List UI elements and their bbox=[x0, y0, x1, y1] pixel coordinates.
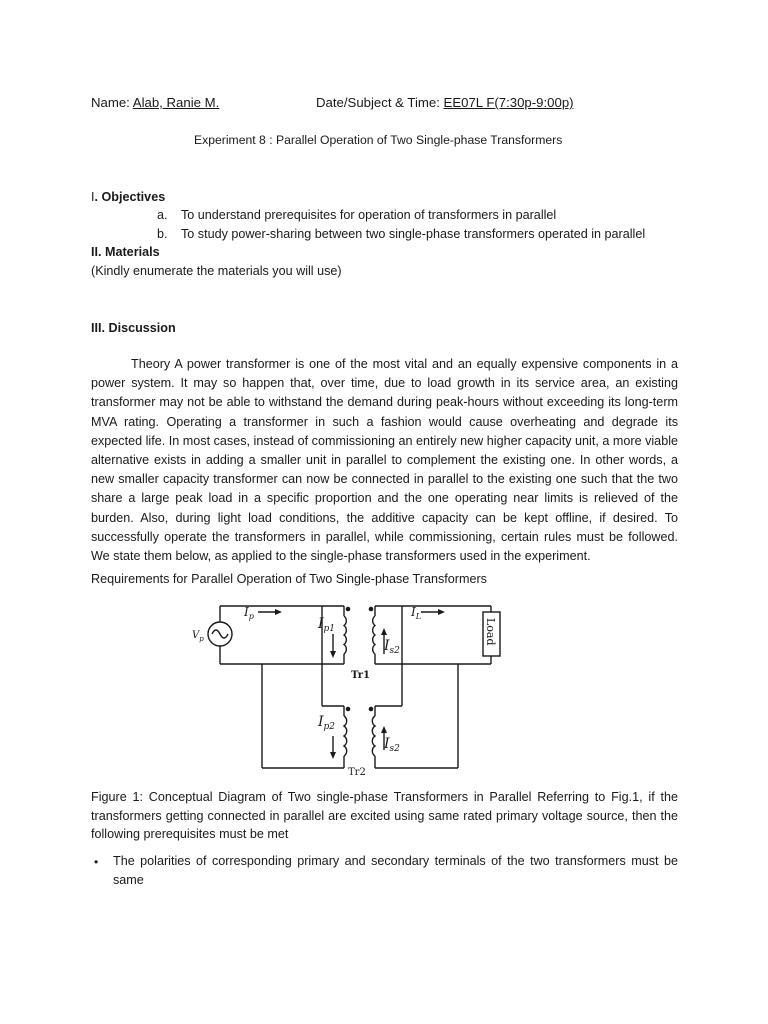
label-load: Load bbox=[484, 618, 497, 646]
name-label: Name: bbox=[91, 95, 133, 110]
label-is2-top: $I_{s2}$ bbox=[384, 638, 400, 656]
materials-heading: II. Materials bbox=[91, 245, 160, 259]
discussion-heading: III. Discussion bbox=[91, 321, 176, 335]
theory-paragraph: Theory A power transformer is one of the most vital and an equally expensive components in a power system. It may so happen that, over time, due to load growth in its service area, an existing transformer may not be able to withstand the demand during peak-hours without exceeding its long-term MVA rating. Operating a transformer in such a fashion would cause overheating and degrade its expected life. In most cases, instead of commissioning an entirely new higher capacity unit, a more viable alternative exists in adding a smaller unit in parallel to complement the existing one. In other words, a new smaller capacity transformer can now be connected in parallel to the existing one such that the two share a large peak load in a specific proportion and the one operating near limits is relieved of the burden. Also, during light load conditions, the additive capacity can be kept offline, if desired. To successfully operate the transformers in parallel, while commissioning, certain rules must be followed. We state them below, as applied to the single-phase transformers used in the experiment. bbox=[91, 357, 678, 564]
objectives-title: . Objectives bbox=[94, 190, 166, 204]
objectives-numeral: I bbox=[91, 190, 95, 204]
experiment-title: Experiment 8 : Parallel Operation of Two Single-phase Transformers bbox=[194, 133, 563, 147]
name-value: Alab, Ranie M. bbox=[132, 95, 220, 110]
label-ip: $I_p$ bbox=[244, 605, 254, 621]
circuit-svg bbox=[186, 598, 516, 783]
bullet-polarity: The polarities of corresponding primary and secondary terminals of the two transformers must be same bbox=[113, 854, 678, 887]
objective-marker-a: a. bbox=[157, 208, 168, 222]
objective-item-a: To understand prerequisites for operation of transformers in parallel bbox=[181, 208, 557, 222]
label-is2-bottom: $I_{s2}$ bbox=[384, 736, 400, 754]
materials-note: (Kindly enumerate the materials you will use) bbox=[91, 264, 342, 278]
objectives-heading bbox=[91, 190, 165, 204]
label-il: $I_L$ bbox=[411, 605, 422, 621]
name-line bbox=[91, 95, 219, 110]
objective-item-b: To study power-sharing between two single-phase transformers operated in parallel bbox=[181, 227, 646, 241]
subject-label: Date/Subject & Time: bbox=[316, 95, 444, 110]
bullet-marker: • bbox=[94, 855, 99, 869]
transformer-diagram bbox=[186, 598, 516, 783]
label-tr2: Tr2 bbox=[348, 767, 366, 778]
subject-value: EE07L F(7:30p-9:00p) bbox=[443, 95, 574, 110]
objective-marker-b: b. bbox=[157, 227, 168, 241]
label-ip1: $I_{p1}$ bbox=[318, 616, 336, 634]
label-vp: $V_p$ bbox=[192, 630, 204, 643]
subject-line bbox=[316, 95, 574, 110]
label-ip2: $I_{p2}$ bbox=[318, 714, 336, 732]
label-tr1: Tr1 bbox=[351, 670, 370, 681]
figure-caption: Figure 1: Conceptual Diagram of Two single-phase Transformers in Parallel Referring to Fig.1, if the transformers getting connected in parallel are excited using same rated primary voltage source, then the following prerequisites must be met bbox=[91, 790, 678, 842]
requirements-heading: Requirements for Parallel Operation of Two Single-phase Transformers bbox=[91, 572, 487, 586]
